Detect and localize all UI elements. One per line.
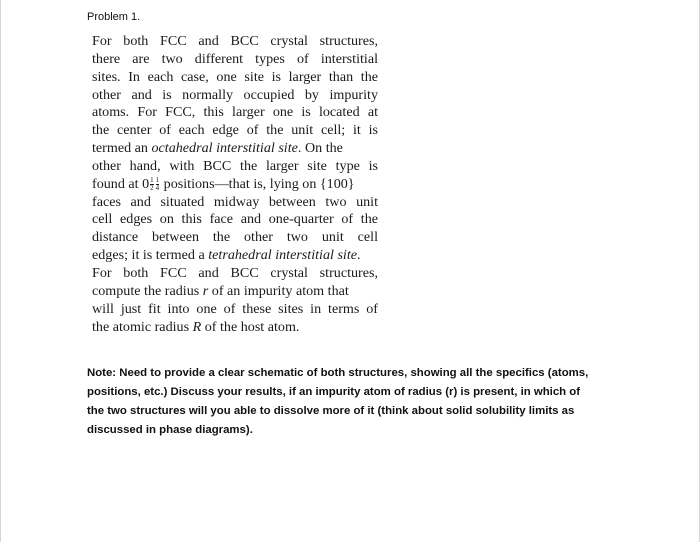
problem-line-9 [92,176,378,194]
variable-R: R [192,318,202,335]
fraction-half [150,177,154,192]
text-segment: . On the [297,140,343,157]
text-segment: termed an [92,140,152,157]
problem-line-17 [92,319,378,337]
text-segment: of the host atom. [201,318,300,335]
problem-line-3: sites. In each case, one site is larger than the [92,68,378,85]
problem-line-14: For both FCC and BCC crystal structures, [92,264,378,281]
fraction-denominator: 4 [155,184,160,193]
note-line-2: positions, etc.) Discuss your results, if an impurity atom of radius (r) is present, in which of [87,386,581,398]
problem-line-6: the center of each edge of the unit cell; it is [92,122,378,139]
text-segment: the atomic radius [92,318,193,335]
note-line-3: the two structures will you able to dissolve more of it (think about solid solubility limits as [87,405,575,417]
text-segment: compute the radius [92,282,203,299]
problem-line-15 [92,283,378,301]
text-segment: found at 0 [92,175,150,192]
problem-line-2: there are two different types of interstitial [92,50,378,67]
note-text [87,364,607,440]
fraction-denominator: 2 [150,184,154,193]
text-segment: . [357,247,361,264]
fraction-numerator: 1 [155,176,160,185]
tetrahedral-term: tetrahedral interstitial site [208,247,358,264]
problem-line-1: For both FCC and BCC crystal structures, [92,33,378,49]
problem-line-13 [92,247,378,265]
variable-r: r [202,282,209,299]
octahedral-term: octahedral interstitial site [151,140,298,157]
problem-text [92,33,378,336]
fraction-quarter [156,177,160,192]
problem-line-16: will just fit into one of these sites in terms of [92,300,378,317]
problem-line-5: atoms. For FCC, this larger one is located at [92,104,378,121]
note-line-4: discussed in phase diagrams). [87,424,253,436]
page-title: Problem 1. [87,11,141,23]
problem-line-10: faces and situated midway between two unit [92,193,378,210]
problem-line-12: distance between the other two unit cell [92,229,378,246]
problem-line-7 [92,140,378,158]
text-segment: positions—that is, lying on {100} [160,175,355,192]
text-segment: edges; it is termed a [92,247,209,264]
fraction-numerator: 1 [150,176,154,185]
text-segment: of an impurity atom that [208,282,349,299]
note-line-1: Note: Need to provide a clear schematic of both structures, showing all the specifics (atoms, [87,367,589,379]
problem-line-11: cell edges on this face and one-quarter of the [92,211,378,228]
problem-line-8: other hand, with BCC the larger site type is [92,157,378,174]
problem-line-4: other and is normally occupied by impurity [92,86,378,103]
